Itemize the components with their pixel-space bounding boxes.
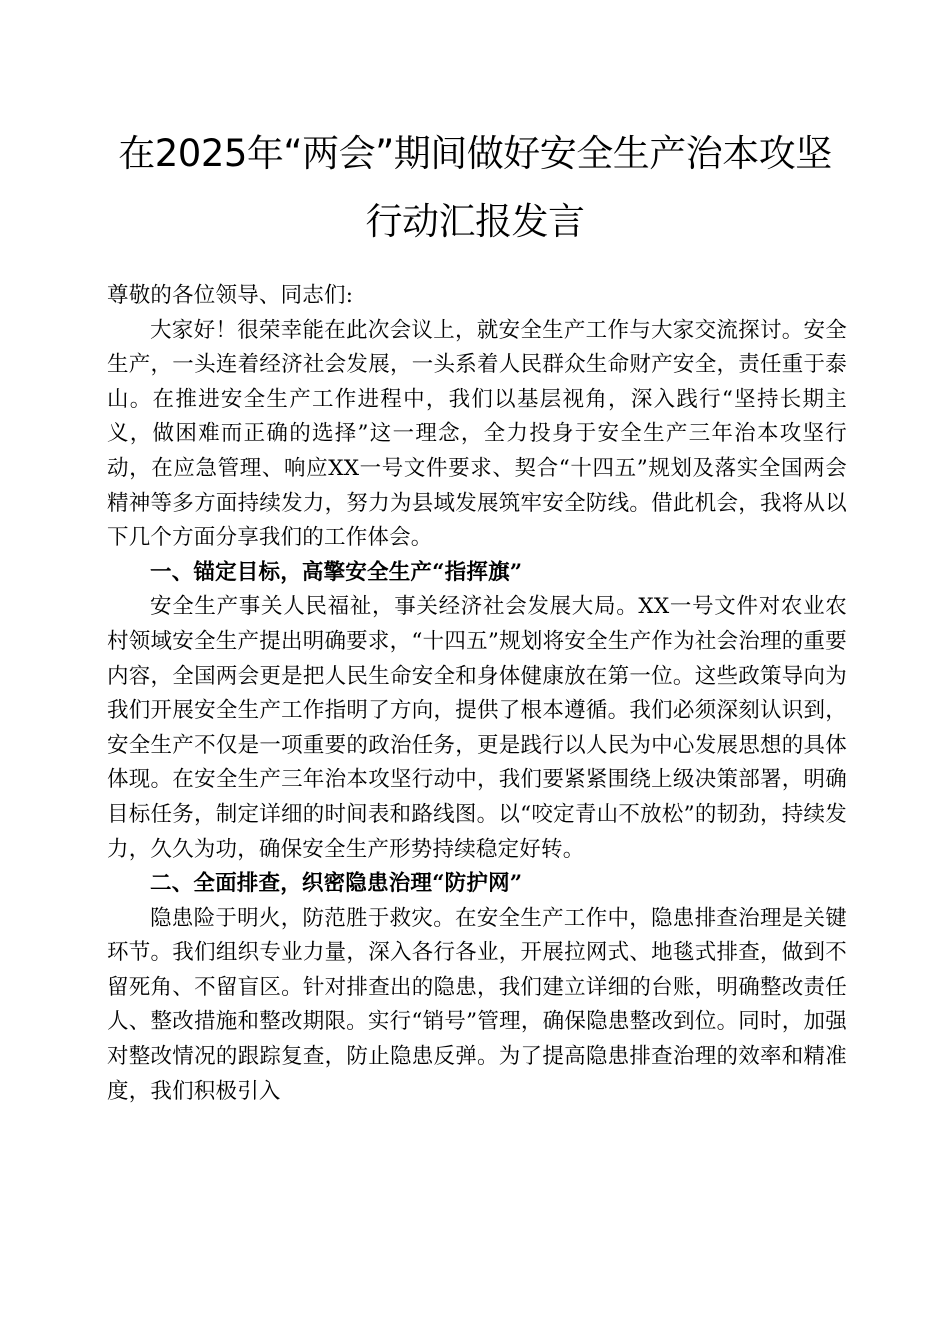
section1-paragraph: 安全生产事关人民福祉，事关经济社会发展大局。XX一号文件对农业农村领域安全生产提出明确要求，“十四五”规划将安全生产作为社会治理的重要内容，全国两会更是把人民生命安全和身体健康放在第一位。这些政策导向为我们开展安全生产工作指明了方向，提供了根本遵循。我们必须深刻认识到，安全生产不仅是一项重要的政治任务，更是践行以人民为中心发展思想的具体体现。在安全生产三年治本攻坚行动中，我们要紧紧围绕上级决策部署，明确目标任务，制定详细的时间表和路线图。以“咬定青山不放松”的韧劲，持续发力，久久为功，确保安全生产形势持续稳定好转。 <box>107 594 847 862</box>
section2-heading: 二、全面排查，织密隐患治理“防护网” <box>150 871 523 897</box>
section2-paragraph: 隐患险于明火，防范胜于救灾。在安全生产工作中，隐患排查治理是关键环节。我们组织专业力量，深入各行各业，开展拉网式、地毯式排查，做到不留死角、不留盲区。针对排查出的隐患，我们建立详细的台账，明确整改责任人、整改措施和整改期限。实行“销号”管理，确保隐患整改到位。同时，加强对整改情况的跟踪复查，防止隐患反弹。为了提高隐患排查治理的效率和精准度，我们积极引入 <box>107 905 847 1104</box>
intro-paragraph: 大家好！很荣幸能在此次会议上，就安全生产工作与大家交流探讨。安全生产，一头连着经济社会发展，一头系着人民群众生命财产安全，责任重于泰山。在推进安全生产工作进程中，我们以基层视角，深入践行“坚持长期主义，做困难而正确的选择”这一理念，全力投身于安全生产三年治本攻坚行动，在应急管理、响应XX一号文件要求、契合“十四五”规划及落实全国两会精神等多方面持续发力，努力为县域发展筑牢安全防线。借此机会，我将从以下几个方面分享我们的工作体会。 <box>107 317 847 551</box>
document-title-line1: 在2025年“两会”期间做好安全生产治本攻坚 <box>118 132 832 175</box>
salutation: 尊敬的各位领导、同志们: <box>107 283 354 308</box>
document-body <box>107 279 847 1109</box>
section1-heading: 一、锚定目标，高擎安全生产“指挥旗” <box>150 559 523 585</box>
document-title-line2: 行动汇报发言 <box>365 200 585 243</box>
